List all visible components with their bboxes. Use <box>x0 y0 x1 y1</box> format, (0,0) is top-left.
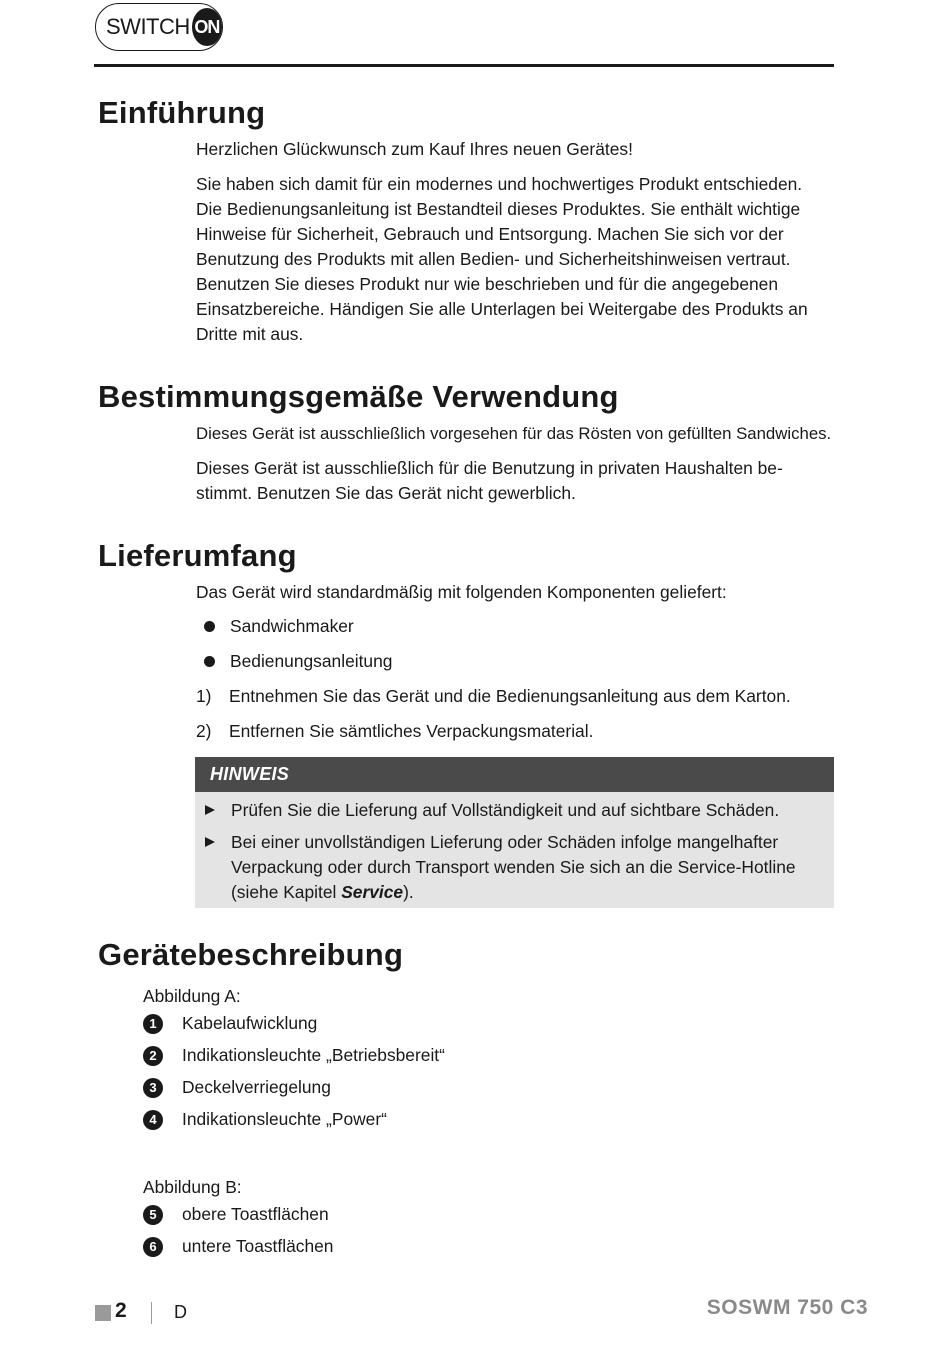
intro-greeting: Herzlichen Glückwunsch zum Kauf Ihres neuen Gerätes! <box>196 139 633 159</box>
part-label: obere Toastflächen <box>182 1204 329 1224</box>
step-text: Entfernen Sie sämtliches Verpackungsmaterial. <box>229 721 594 741</box>
brand-logo <box>95 3 223 51</box>
note-item <box>205 830 825 905</box>
footer-divider <box>151 1302 152 1324</box>
language-code: D <box>174 1302 187 1322</box>
step-item <box>196 684 791 709</box>
part-item <box>143 1075 331 1100</box>
bullet-icon <box>204 656 215 667</box>
footer-square-icon <box>95 1305 111 1321</box>
figure-b-label: Abbildung B: <box>143 1177 242 1197</box>
note-item <box>205 798 825 823</box>
part-item <box>143 1043 445 1068</box>
part-label: Deckelverriegelung <box>182 1077 331 1097</box>
arrow-icon <box>205 837 215 847</box>
note-heading: HINWEIS <box>195 757 834 792</box>
part-item <box>143 1234 333 1259</box>
section-title-intro: Einführung <box>98 95 266 130</box>
part-label: untere Toastflächen <box>182 1236 334 1256</box>
number-badge-icon: 5 <box>143 1205 163 1225</box>
part-label: Indikationsleuchte „Power“ <box>182 1109 387 1129</box>
usage-purpose: Dieses Gerät ist ausschließlich vorgesehen für das Rösten von gefüllten Sandwiches. <box>196 424 832 443</box>
usage-private: Dieses Gerät ist ausschließlich für die Benutzung in privaten Haushalten be- stimmt. Benutzen Sie das Gerät nicht gewerblich. <box>196 458 783 503</box>
model-number: SOSWM 750 C3 <box>706 1296 868 1319</box>
section-title-usage: Bestimmungsgemäße Verwendung <box>98 379 619 414</box>
section-title-device: Gerätebeschreibung <box>98 937 404 972</box>
list-item <box>196 614 354 639</box>
part-item <box>143 1202 329 1227</box>
step-number: 2) <box>196 721 212 741</box>
page-number: 2 <box>115 1299 127 1322</box>
header-rule <box>94 64 834 67</box>
step-item <box>196 719 593 744</box>
part-item <box>143 1011 317 1036</box>
part-item <box>143 1107 387 1132</box>
step-number: 1) <box>196 686 212 706</box>
number-badge-icon: 3 <box>143 1078 163 1098</box>
note-text-post: ). <box>403 882 414 902</box>
figure-a-label: Abbildung A: <box>143 986 241 1006</box>
note-item-text: Prüfen Sie die Lieferung auf Vollständigkeit und auf sichtbare Schäden. <box>231 800 780 820</box>
note-box <box>195 757 834 908</box>
list-item <box>196 649 392 674</box>
arrow-icon <box>205 805 215 815</box>
list-item-text: Sandwichmaker <box>230 616 354 636</box>
list-item-text: Bedienungsanleitung <box>230 651 393 671</box>
number-badge-icon: 6 <box>143 1237 163 1257</box>
note-item-text <box>231 830 796 905</box>
bullet-icon <box>204 621 215 632</box>
number-badge-icon: 1 <box>143 1014 163 1034</box>
note-text-pre: Bei einer unvollständigen Lieferung oder Schäden infolge mangelhafter Verpackung oder durch Transport wenden Sie sich an die Service-Hotline (siehe Kapitel <box>231 832 796 902</box>
part-label: Indikationsleuchte „Betriebsbereit“ <box>182 1045 445 1065</box>
power-icon: ON <box>192 8 222 46</box>
part-label: Kabelaufwicklung <box>182 1013 318 1033</box>
number-badge-icon: 2 <box>143 1046 163 1066</box>
number-badge-icon: 4 <box>143 1110 163 1130</box>
intro-body: Sie haben sich damit für ein modernes und hochwertiges Produkt entschieden. Die Bedienungsanleitung ist Bestandteil dieses Produktes. Sie enthält wichtige Hinweise für Sicherheit, Gebrauch und Entsorgung. Machen Sie sich vor der Benutzung des Produkts mit allen Bedien- und Sicherheitshinweisen vertraut. Benutzen Sie dieses Produkt nur wie beschrieben und für die angegebenen Einsatzbereiche. Händigen Sie alle Unterlagen bei Weitergabe des Produkts an Dritte mit aus. <box>196 174 808 344</box>
delivery-intro: Das Gerät wird standardmäßig mit folgenden Komponenten geliefert: <box>196 582 727 602</box>
logo-text: SWITCH <box>106 14 190 39</box>
service-reference: Service <box>341 882 404 902</box>
step-text: Entnehmen Sie das Gerät und die Bedienungsanleitung aus dem Karton. <box>229 686 791 706</box>
section-title-delivery: Lieferumfang <box>98 538 297 573</box>
